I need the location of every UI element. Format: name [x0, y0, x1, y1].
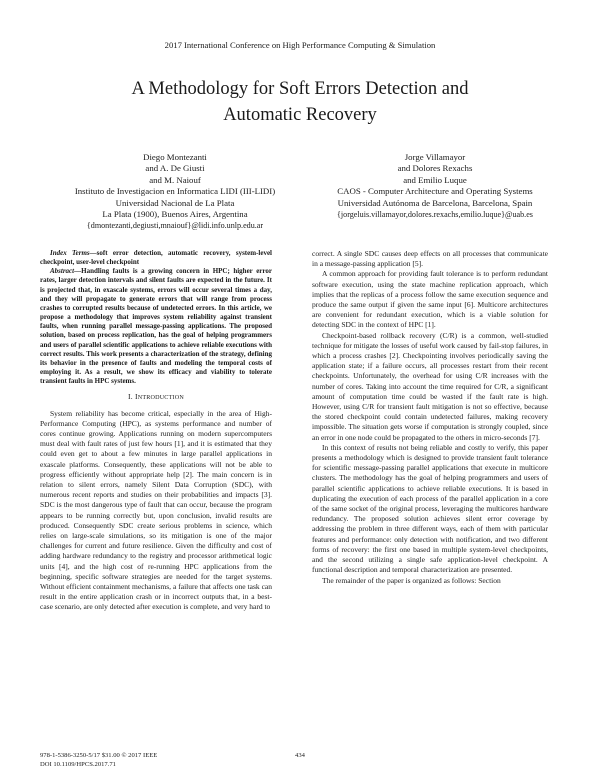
- author-affiliation: Universidad Nacional de La Plata: [115, 197, 235, 208]
- author-name: and M. Naiouf: [149, 174, 201, 185]
- section-title-first: I: [134, 392, 138, 402]
- section-heading-introduction: [40, 392, 272, 403]
- author-affiliation: Universidad Autónoma de Barcelona, Barcelona, Spain: [337, 197, 533, 208]
- isbn-line: 978-1-5386-3250-5/17 $31.00 © 2017 IEEE: [40, 752, 158, 759]
- author-name: Jorge Villamayor: [404, 152, 466, 162]
- body-paragraph: correct. A single SDC causes deep effects on all processes that communicate in a message-passing application [5].: [312, 249, 548, 269]
- body-paragraph: The remainder of the paper is organized as follows: Section: [322, 575, 501, 585]
- title-line-1: A Methodology for Soft Errors Detection and: [131, 79, 469, 99]
- copyright-footer: [40, 752, 157, 769]
- author-name: and Emilio Luque: [403, 174, 467, 185]
- right-column: [312, 249, 548, 586]
- body-paragraph: In this context of results not being reliable and costly to verify, this paper presents a methodology which is designed to provide transient fault tolerance for scientific message-passing parallel applications that execute in multicore clusters. The methodology has the goal of helping programmers and users of parallel scientific applications to achieve reliable executions. It is based in duplicating the execution of each process of the parallel application in a core of the same socket of the original process, leveraging the multicores hardware redundancy. The proposed solution achieves silent error coverage by addressing the problem in three different ways, each of them with particular features and performance: only detection with notification, and two different forms of recovery: the first one based in multiple system-level checkpoints, and the second utilizing a single safe application-level checkpoint. A functional description and temporal characterization are presented.: [312, 442, 548, 575]
- index-terms-label: Index Terms: [50, 249, 90, 257]
- left-column: [40, 249, 272, 613]
- doi-line: DOI 10.1109/HPCS.2017.71: [40, 760, 116, 768]
- author-name: and A. De Giusti: [145, 163, 205, 174]
- index-terms: [40, 249, 272, 267]
- title-line-2: Automatic Recovery: [223, 105, 377, 125]
- author-affiliation: Instituto de Investigacion en Informatica LIDI (III-LIDI): [74, 186, 276, 197]
- paper-title: [40, 76, 560, 128]
- body-paragraph: Checkpoint-based rollback recovery (C/R) is a common, well-studied technique for mitigate the losses of useful work caused by fail-stop failures, in which a process crashes [2]. Checkpointing involves periodically saving the application state; if a failure occurs, all processes restart from their recent checkpoints. Unfortunately, the overhead for using C/R increases with the number of cores. Taking into account the time required for C/R, a significant amount of computation time could be wasted if the fault rate is high. However, using C/R for transient fault mitigation is not so effective, because the stored checkpoint could contain undetected failures, making recovery impossible. The situation gets worse if computation is strongly coupled, since an error in one node could be propagated to the others in micro-seconds [7].: [312, 330, 548, 442]
- page-number: 434: [295, 752, 305, 759]
- abstract-text: —Handling faults is a growing concern in HPC; higher error rates, larger detection intervals and silent faults are expected in the future. It is projected that, in exascale systems, errors will occur several times a day, and they will propagate to generate errors that will range from process crashes to corrupted results because of undetected errors. In this article, we propose a methodology that improves system reliability against transient faults, when running parallel message-passing applications. The proposed solution, based on process replication, has the goal of helping programmers and users of parallel scientific applications to achieve reliable executions with correct results. This work presents a characterization of the strategy, defining its behavior in the presence of faults and modeling the temporal costs of employing it. As a result, we show its efficacy and viability to tolerate transient faults in HPC systems.: [40, 267, 272, 386]
- author-block-right: [318, 152, 552, 220]
- author-address: La Plata (1900), Buenos Aires, Argentina: [102, 209, 248, 220]
- author-name: and Dolores Rexachs: [397, 163, 473, 174]
- section-title-rest: NTRODUCTION: [137, 395, 184, 402]
- index-terms-text: —soft error detection, automatic recovery, system-level checkpoint, user-level checkpoint: [40, 249, 273, 267]
- author-email: {jorgeluis.villamayor,dolores.rexachs,emilio.luque}@uab.es: [337, 210, 533, 220]
- body-paragraph: System reliability has become critical, especially in the area of High-Performance Computing (HPC), as systems performance and number of cores continue growing. Applications running on modern supercomputers must deal with fault rates of just few hours [1], and it is estimated that they could even get to about a few minutes in large parallel applications in exascale platforms. Consequently, these applications will not be able to progress efficiently without appropriate help [2]. The main concern is in relation to silent errors, namely Silent Data Corruption (SDC), with numerous recent reports and studies on their probabilities and impacts [3]. SDC is the most dangerous type of fault that can occur, because the program appears to be running correctly but, upon conclusion, invalid results are produced. Consequently SDC create serious problems in science, which relies on large-scale simulations, so its mitigation is one of the major challenges for current and future resilience. Given the difficulty and cost of adding hardware redundancy to the registry and processor arithmetical logic units [4], and the high cost of re-running HPC applications from the beginning, specific software strategies are needed for the target systems. Without efficient containment mechanisms, a failure that affects one task can result in the entire application crash or in incorrect outputs that, in a best-case scenario, are only detected after execution is complete, and very hard to: [40, 408, 272, 612]
- author-affiliation: CAOS - Computer Architecture and Operating Systems: [337, 186, 533, 197]
- abstract-label: Abstract: [50, 267, 75, 276]
- section-number: I.: [128, 392, 133, 402]
- conference-header: 2017 International Conference on High Performance Computing & Simulation: [164, 40, 436, 50]
- author-name: Diego Montezanti: [143, 152, 207, 162]
- abstract: [40, 267, 272, 386]
- body-paragraph: A common approach for providing fault tolerance is to perform redundant software execution, using the state machine replication approach, which implies that the replicas of a process follow the same execution sequence and produce the same output if given the same input [6]. Multicore architectures are convenient for redundant execution, which is a viable solution for detecting SDC in the context of HPC [1].: [312, 269, 548, 330]
- author-block-left: [70, 152, 280, 232]
- author-email: {dmontezanti,degiusti,mnaiouf}@lidi.info.unlp.edu.ar: [86, 221, 264, 231]
